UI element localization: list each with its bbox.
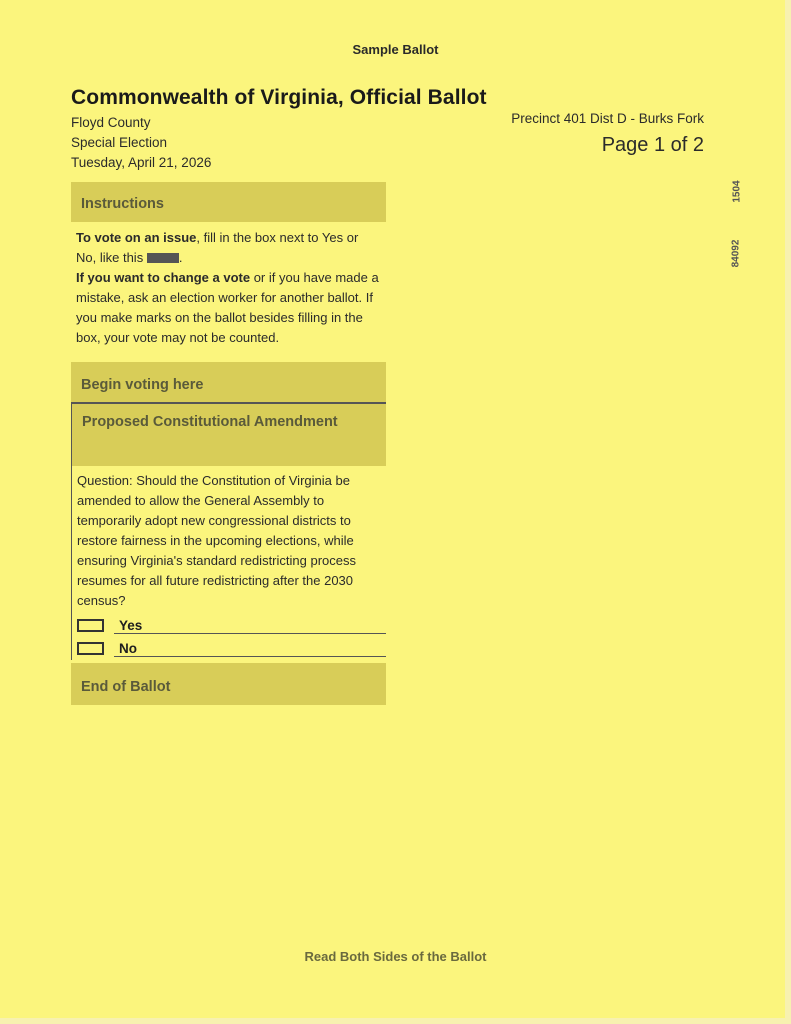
ballot-title: Commonwealth of Virginia, Official Ballot [71,86,487,109]
option-no[interactable] [72,637,386,660]
vote-instruction-text: , fill in the box next to Yes or No, like this [76,230,359,265]
instructions-heading: Instructions [71,182,386,222]
begin-voting-heading: Begin voting here [71,362,386,404]
change-instruction-text: or if you have made a mistake, ask an election worker for another ballot. If you make marks on the ballot besides filling in the box, your vote may not be counted. [76,270,379,345]
county-name: Floyd County [71,115,151,130]
paper-edge [785,0,791,1024]
election-type: Special Election [71,135,168,150]
no-label: No [119,641,137,656]
precinct-label: Precinct 401 Dist D - Burks Fork [511,111,704,126]
filled-box-example-icon [147,253,179,263]
no-checkbox[interactable] [77,642,104,655]
amendment-contest [71,404,386,660]
yes-label: Yes [119,618,143,633]
side-code-2: 84092 [730,239,742,268]
yes-checkbox[interactable] [77,619,104,632]
paper-edge [0,1018,791,1024]
election-info [71,113,211,173]
end-of-ballot-heading: End of Ballot [71,663,386,705]
vote-instruction-end: . [178,250,183,265]
side-code-1: 1504 [731,180,743,203]
option-divider [114,633,386,634]
page-number: Page 1 of 2 [601,134,704,156]
change-instruction-bold: If you want to change a vote [76,270,251,285]
instructions-text [71,222,386,362]
vote-instruction-bold: To vote on an issue [76,230,197,245]
contest-question: Question: Should the Constitution of Virginia be amended to allow the General Assembly to temporarily adopt new congressional districts to restore fairness in the upcoming elections, while ensuring Virginia's standard redistricting process resumes for all future redistricting after the 2030 census? [77,473,356,608]
option-divider [114,656,386,657]
precinct-info [511,110,704,160]
ballot-column [71,182,386,705]
sample-ballot-label: Sample Ballot [352,42,439,57]
election-date: Tuesday, April 21, 2026 [71,155,212,170]
option-yes[interactable] [72,614,386,637]
footer-note: Read Both Sides of the Ballot [304,949,487,964]
contest-heading: Proposed Constitutional Amendment [72,404,386,466]
